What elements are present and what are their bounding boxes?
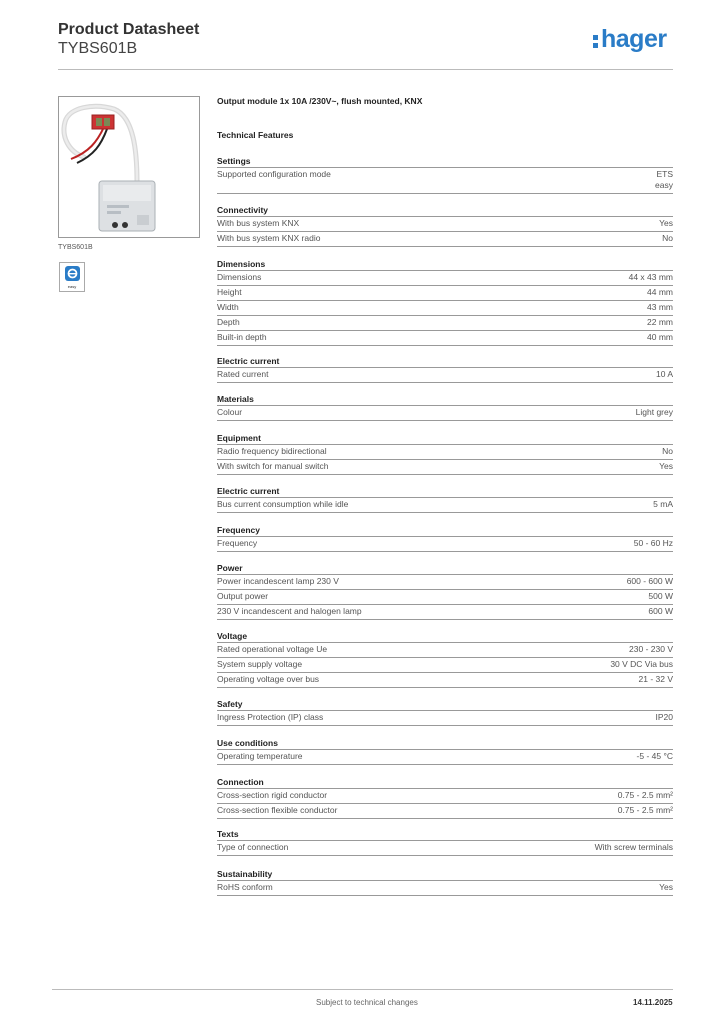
spec-section <box>217 393 673 421</box>
spec-row <box>217 368 673 383</box>
logo-dot-icon <box>593 43 598 48</box>
footer-date: 14.11.2025 <box>633 998 673 1007</box>
spec-value: 10 A <box>655 369 673 379</box>
spec-label: Width <box>217 302 239 312</box>
spec-section <box>217 258 673 346</box>
spec-row <box>217 460 673 475</box>
section-heading: Electric current <box>217 355 673 368</box>
spec-value: 0.75 - 2.5 mm² <box>617 790 673 800</box>
spec-value: No <box>662 446 673 456</box>
spec-label: Power incandescent lamp 230 V <box>217 576 339 586</box>
spec-value: 40 mm <box>647 332 673 342</box>
spec-row <box>217 575 673 590</box>
product-photo-icon <box>59 97 199 237</box>
spec-section <box>217 698 673 726</box>
spec-value: 5 mA <box>653 499 673 509</box>
spec-label: Frequency <box>217 538 258 548</box>
section-heading: Safety <box>217 698 673 711</box>
section-heading: Use conditions <box>217 737 673 750</box>
spec-value: Yes <box>659 461 673 471</box>
spec-section <box>217 737 673 765</box>
section-heading: Connectivity <box>217 204 673 217</box>
spec-value: 0.75 - 2.5 mm² <box>617 805 673 815</box>
spec-value: 44 mm <box>647 287 673 297</box>
easy-badge <box>59 262 85 292</box>
spec-value: With screw terminals <box>594 842 673 852</box>
spec-row <box>217 301 673 316</box>
spec-label: Ingress Protection (IP) class <box>217 712 324 722</box>
spec-section <box>217 524 673 552</box>
spec-value: 44 x 43 mm <box>628 272 673 282</box>
footer-divider <box>52 989 673 990</box>
section-heading: Electric current <box>217 485 673 498</box>
spec-value: IP20 <box>655 712 673 722</box>
spec-label: With bus system KNX radio <box>217 233 321 243</box>
spec-label: Height <box>217 287 242 297</box>
spec-label: Rated operational voltage Ue <box>217 644 328 654</box>
spec-label: Cross-section flexible conductor <box>217 805 338 815</box>
spec-value: 22 mm <box>647 317 673 327</box>
spec-value: Yes <box>659 882 673 892</box>
spec-section <box>217 868 673 896</box>
section-heading: Connection <box>217 776 673 789</box>
spec-value: 600 W <box>648 606 673 616</box>
section-heading: Power <box>217 562 673 575</box>
header-divider <box>58 69 673 70</box>
section-heading: Sustainability <box>217 868 673 881</box>
section-heading: Voltage <box>217 630 673 643</box>
spec-row <box>217 331 673 346</box>
spec-label: Supported configuration mode <box>217 169 331 179</box>
spec-label: Built-in depth <box>217 332 267 342</box>
spec-label: Type of connection <box>217 842 289 852</box>
easy-badge-label: easy <box>67 284 77 289</box>
spec-label: Rated current <box>217 369 269 379</box>
spec-label: Operating temperature <box>217 751 303 761</box>
spec-label: Operating voltage over bus <box>217 674 320 684</box>
spec-row <box>217 750 673 765</box>
product-subtitle: Output module 1x 10A /230V~, flush mounted, KNX <box>217 96 423 106</box>
image-caption: TYBS601B <box>58 244 93 251</box>
spec-label: Colour <box>217 407 243 417</box>
spec-label: 230 V incandescent and halogen lamp <box>217 606 362 616</box>
section-heading: Texts <box>217 828 673 841</box>
spec-label: With switch for manual switch <box>217 461 329 471</box>
spec-row <box>217 498 673 513</box>
spec-row <box>217 217 673 232</box>
section-heading: Materials <box>217 393 673 406</box>
section-heading: Equipment <box>217 432 673 445</box>
spec-row <box>217 286 673 301</box>
hager-logo <box>593 25 673 57</box>
section-heading: Settings <box>217 155 673 168</box>
page-title: Product Datasheet <box>58 21 200 38</box>
spec-section <box>217 485 673 513</box>
spec-value: 43 mm <box>647 302 673 312</box>
spec-label: Depth <box>217 317 240 327</box>
spec-row <box>217 841 673 856</box>
spec-row <box>217 406 673 421</box>
spec-section <box>217 828 673 856</box>
spec-row <box>217 168 673 194</box>
spec-value: 30 V DC Via bus <box>610 659 673 669</box>
spec-label: RoHS conform <box>217 882 273 892</box>
spec-label: Cross-section rigid conductor <box>217 790 328 800</box>
spec-row <box>217 605 673 620</box>
spec-section <box>217 155 673 194</box>
spec-section <box>217 432 673 475</box>
spec-label: System supply voltage <box>217 659 303 669</box>
spec-label: Radio frequency bidirectional <box>217 446 327 456</box>
spec-row <box>217 673 673 688</box>
spec-row <box>217 445 673 460</box>
spec-value: 600 - 600 W <box>626 576 673 586</box>
spec-section <box>217 355 673 383</box>
spec-row <box>217 316 673 331</box>
spec-row <box>217 658 673 673</box>
spec-row <box>217 804 673 819</box>
spec-value: No <box>662 233 673 243</box>
spec-label: Bus current consumption while idle <box>217 499 349 509</box>
spec-section <box>217 204 673 247</box>
spec-value: 500 W <box>648 591 673 601</box>
spec-row <box>217 232 673 247</box>
spec-row <box>217 789 673 804</box>
logo-dot-icon <box>593 35 598 40</box>
spec-row <box>217 271 673 286</box>
spec-row <box>217 643 673 658</box>
spec-value: -5 - 45 °C <box>636 751 673 761</box>
spec-row <box>217 881 673 896</box>
spec-value: 21 - 32 V <box>638 674 673 684</box>
spec-row <box>217 590 673 605</box>
footer-note: Subject to technical changes <box>316 998 418 1007</box>
spec-value: 230 - 230 V <box>629 644 673 654</box>
easy-logo-icon <box>65 266 80 281</box>
section-heading: Dimensions <box>217 258 673 271</box>
spec-label: Output power <box>217 591 269 601</box>
spec-value: Yes <box>659 218 673 228</box>
spec-section <box>217 776 673 819</box>
product-image <box>58 96 200 238</box>
spec-value: Light grey <box>635 407 673 417</box>
product-code: TYBS601B <box>58 40 138 57</box>
spec-row <box>217 711 673 726</box>
spec-section <box>217 630 673 688</box>
spec-value: 50 - 60 Hz <box>633 538 673 548</box>
technical-features-heading: Technical Features <box>217 130 294 140</box>
logo-text: hager <box>601 25 667 53</box>
spec-label: Dimensions <box>217 272 262 282</box>
section-heading: Frequency <box>217 524 673 537</box>
spec-value: ETS easy <box>655 169 673 190</box>
spec-row <box>217 537 673 552</box>
spec-section <box>217 562 673 620</box>
spec-label: With bus system KNX <box>217 218 300 228</box>
